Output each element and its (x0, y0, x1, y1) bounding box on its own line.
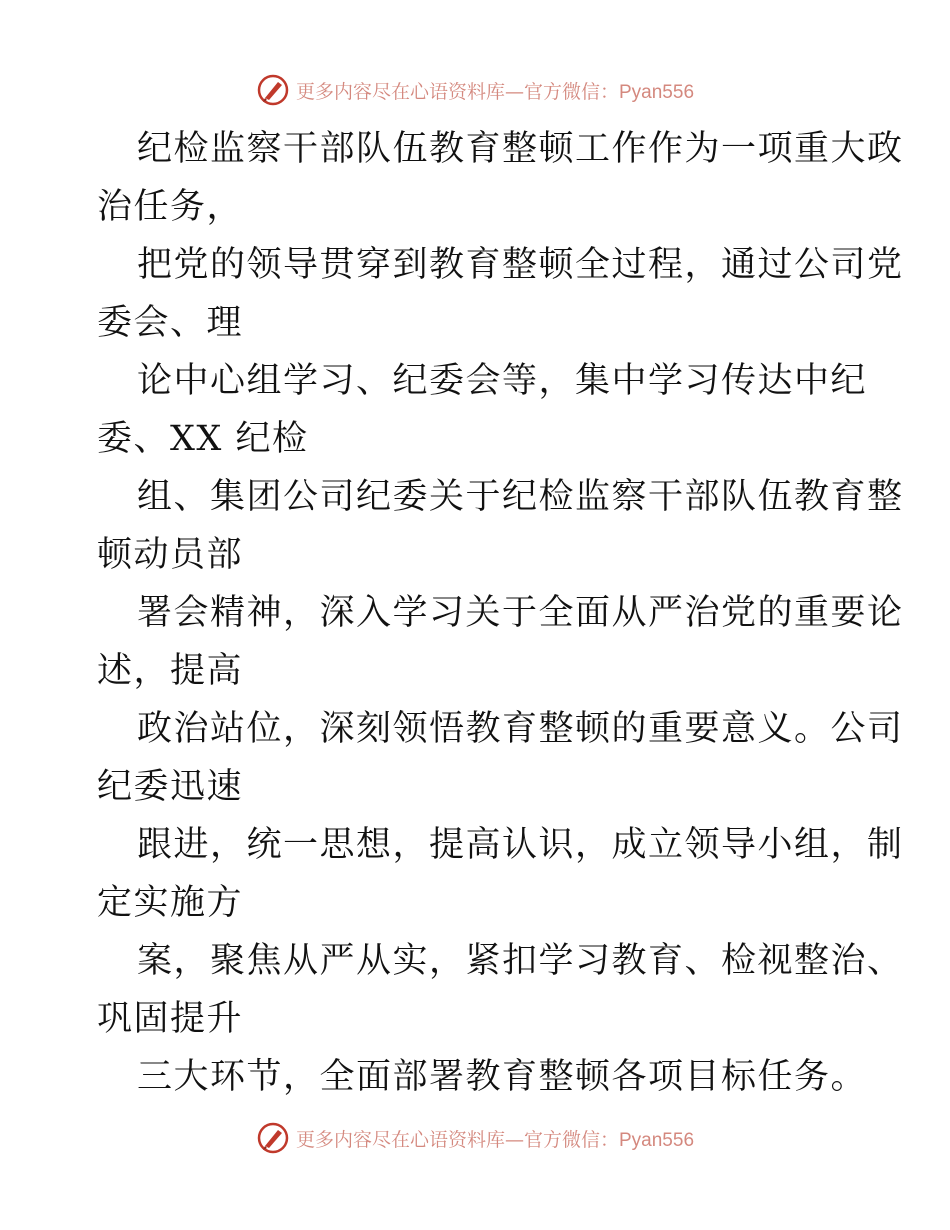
body-line: 把党的领导贯穿到教育整顿全过程，通过公司党 (137, 245, 904, 285)
watermark-separator: — (504, 80, 524, 103)
watermark-wechat-id: Pyan556 (619, 81, 695, 103)
body-line: 述，提高 (97, 651, 244, 691)
body-line: 组、集团公司纪委关于纪检监察干部队伍教育整 (137, 477, 904, 517)
body-line: 委会、理 (97, 303, 244, 343)
body-line: 署会精神，深入学习关于全面从严治党的重要论 (137, 593, 904, 633)
watermark-wechat-id: Pyan556 (619, 1129, 695, 1151)
watermark-separator: — (504, 1128, 524, 1151)
body-line: 巩固提升 (97, 999, 244, 1039)
quill-seal-icon (256, 73, 290, 107)
watermark-site-text: 更多内容尽在心语资料库 (295, 80, 505, 103)
body-line: 三大环节，全面部署教育整顿各项目标任务。 (137, 1057, 868, 1097)
body-line: 治任务， (97, 187, 244, 227)
body-line: 委、XX 纪检 (97, 419, 309, 459)
watermark-wechat-label: 官方微信： (523, 80, 619, 103)
body-line: 跟进，统一思想，提高认识，成立领导小组，制 (137, 825, 904, 865)
body-line: 纪检监察干部队伍教育整顿工作作为一项重大政 (137, 129, 904, 169)
watermark-site-text: 更多内容尽在心语资料库 (295, 1128, 505, 1151)
document-body (97, 120, 904, 1106)
watermark-wechat-label: 官方微信： (523, 1128, 619, 1151)
body-line: 论中心组学习、纪委会等，集中学习传达中纪 (137, 361, 868, 401)
body-line: 纪委迅速 (97, 767, 244, 807)
header-watermark (0, 70, 950, 110)
watermark-text (296, 77, 694, 104)
watermark-text (296, 1125, 694, 1152)
footer-watermark (0, 1118, 950, 1158)
quill-seal-icon (256, 1121, 290, 1155)
body-line: 定实施方 (97, 883, 244, 923)
body-line: 案，聚焦从严从实，紧扣学习教育、检视整治、 (137, 941, 904, 981)
body-line: 政治站位，深刻领悟教育整顿的重要意义。公司 (137, 709, 904, 749)
body-line: 顿动员部 (97, 535, 244, 575)
